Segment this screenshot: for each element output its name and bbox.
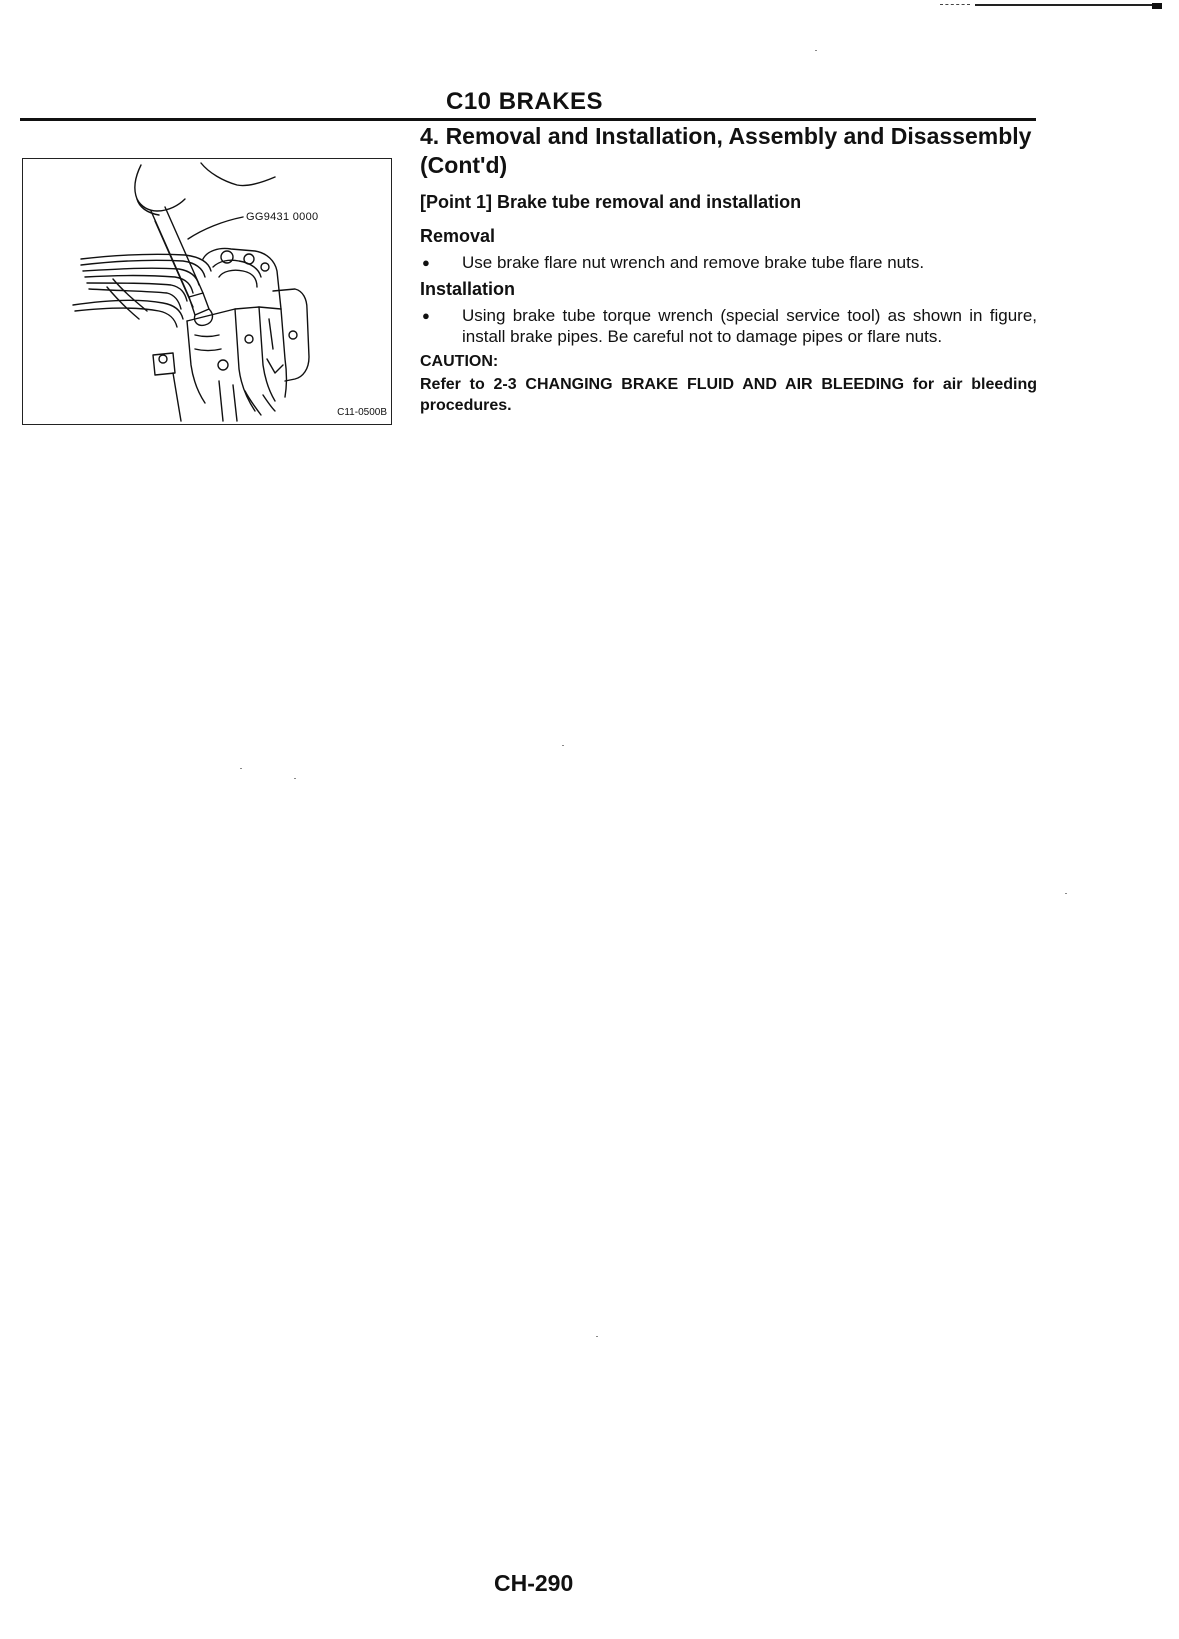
section-header: C10 BRAKES: [446, 88, 604, 115]
page-number: CH-290: [494, 1570, 574, 1596]
scan-speck: [596, 1336, 598, 1337]
scan-speck: [815, 50, 817, 51]
scan-speck: [294, 778, 296, 779]
brake-actuator-illustration: [23, 159, 390, 423]
installation-step: [420, 305, 1037, 347]
bullet-icon: ●: [422, 308, 430, 323]
removal-step-text: Use brake flare nut wrench and remove brake tube flare nuts.: [462, 253, 925, 272]
scan-speck: [240, 768, 242, 769]
top-margin-rule-end: [1152, 3, 1162, 9]
procedure-content: [420, 122, 1037, 416]
installation-step-text: Using brake tube torque wrench (special service tool) as shown in figure, install brake pipes. Be careful not to damage pipes or flare nuts.: [462, 306, 1037, 346]
removal-step: [420, 252, 1037, 273]
scan-speck: [1065, 893, 1067, 894]
top-margin-rule: [975, 4, 1155, 6]
installation-heading: Installation: [420, 279, 516, 299]
header-rule: [20, 118, 1036, 121]
figure-id: C11-0500B: [337, 407, 387, 418]
bullet-icon: ●: [422, 255, 430, 270]
caution-text: Refer to 2-3 CHANGING BRAKE FLUID AND AIR BLEEDING for air bleeding procedures.: [420, 376, 1037, 414]
brake-tube-figure: [22, 158, 392, 425]
scan-speck: [562, 745, 564, 746]
caution-heading: CAUTION:: [420, 353, 499, 370]
point-title: [Point 1] Brake tube removal and installation: [420, 192, 802, 212]
tool-number-label: GG9431 0000: [246, 211, 319, 223]
top-margin-dash: [940, 4, 970, 5]
procedure-title: 4. Removal and Installation, Assembly and Disassembly (Cont'd): [420, 123, 1032, 178]
removal-heading: Removal: [420, 226, 496, 246]
